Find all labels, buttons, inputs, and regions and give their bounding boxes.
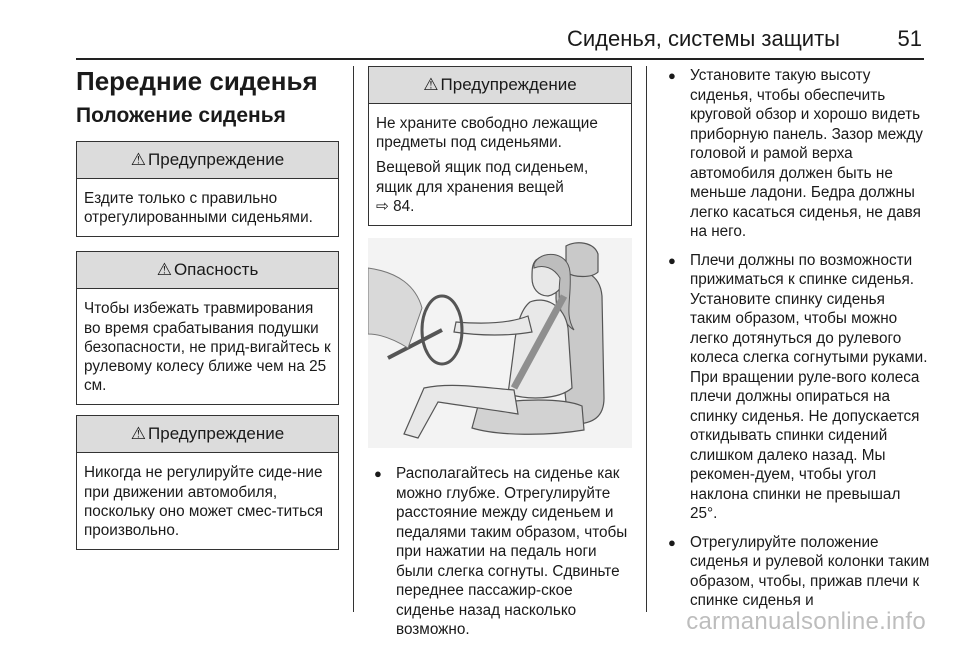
list-item-text: Установите такую высоту сиденья, чтобы обеспечить круговой обзор и хорошо видеть приборную панель. Зазор между головой и рамой верха автомобиля должен быть не меньше ладони. Бедра должны легко касаться сиденья, не давя на него. bbox=[690, 67, 923, 240]
warning-box-title-text: Предупреждение bbox=[440, 75, 577, 94]
bullet-icon: ● bbox=[668, 252, 676, 268]
list-item bbox=[662, 66, 930, 242]
warning-triangle-icon: ⚠ bbox=[156, 260, 172, 280]
warning-text: Никогда не регулируйте сиде-ние при движении автомобиля, поскольку оно может смес-титься произвольно. bbox=[84, 464, 324, 540]
page-number: 51 bbox=[897, 26, 922, 51]
seat-position-illustration-svg bbox=[368, 238, 632, 448]
running-header-title: Сиденья, системы защиты bbox=[566, 26, 840, 51]
ref-label: Вещевой ящик под сиденьем, ящик для хранения вещей bbox=[376, 159, 589, 196]
danger-box-body bbox=[77, 289, 338, 404]
warning-box-title bbox=[369, 67, 631, 104]
section-title: Передние сиденья bbox=[76, 66, 318, 96]
list-item-text: Отрегулируйте положение сиденья и рулевой колонки таким образом, чтобы, прижав плечи к спинке сиденья и bbox=[690, 533, 930, 609]
watermark-text: carmanualsonline.info bbox=[686, 608, 926, 635]
bullet-icon: ● bbox=[668, 68, 676, 83]
page-header bbox=[0, 0, 960, 60]
warning-box-body bbox=[369, 104, 631, 225]
warning-box-title bbox=[77, 416, 338, 453]
warning-triangle-icon: ⚠ bbox=[130, 150, 147, 169]
list-item-text: Плечи должны по возможности прижиматься к спинке сиденья. Установите спинку сиденья таким образом, чтобы можно легко дотянуться до рулевого колеса слегка согнутыми руками. При вращении руле-вого колеса плечи должны опираться на спинку сиденья. Не допускается откидывать спинки сидений слишком далеко назад. Мы рекомен-дуем, чтобы угол наклона спинки не превышал 25°. bbox=[690, 251, 928, 522]
warning-text-ref bbox=[376, 158, 625, 216]
warning-box-2 bbox=[76, 415, 339, 550]
warning-text: Ездите только с правильно отрегулированными сиденьями. bbox=[84, 190, 313, 227]
warning-box-title-text: Предупреждение bbox=[148, 150, 285, 169]
header-rule bbox=[76, 58, 924, 60]
column-2 bbox=[368, 66, 632, 649]
bullet-list-col3 bbox=[662, 66, 930, 611]
danger-box bbox=[76, 251, 339, 405]
subsection-title: Положение сиденья bbox=[76, 104, 286, 127]
warning-triangle-icon: ⚠ bbox=[423, 75, 439, 94]
warning-box-body bbox=[77, 179, 338, 236]
list-item bbox=[368, 464, 632, 640]
list-item bbox=[662, 251, 930, 524]
list-item bbox=[662, 533, 930, 611]
headrest-shape bbox=[566, 243, 598, 277]
bullet-list-col2 bbox=[368, 464, 632, 640]
danger-text: Чтобы избежать травмирования во время срабатывания подушки безопасности, не прид-вигайтесь к рулевому колесу ближе чем на 25 см. bbox=[84, 300, 331, 395]
danger-box-title-text: Опасность bbox=[173, 260, 259, 280]
warning-box-title bbox=[77, 142, 338, 179]
warning-text: Не храните свободно лежащие предметы под сиденьями. bbox=[376, 115, 598, 152]
column-1 bbox=[76, 66, 339, 550]
list-item-text: Располагайтесь на сиденье как можно глубже. Отрегулируйте расстояние между сиденьем и педалями таким образом, чтобы при нажатии на педаль ноги были слегка согнуты. Сдвиньте переднее пассажир-ское сиденье назад насколько возможно. bbox=[396, 465, 628, 639]
warning-box-title-text: Предупреждение bbox=[148, 424, 285, 444]
warning-box-body bbox=[77, 453, 338, 549]
column-divider-1 bbox=[353, 66, 354, 612]
column-3 bbox=[662, 66, 930, 620]
seat-position-illustration bbox=[368, 238, 632, 448]
bullet-icon: ● bbox=[374, 466, 382, 482]
ref-arrow-icon: ⇨ bbox=[376, 197, 389, 215]
danger-box-title bbox=[77, 252, 338, 289]
warning-box-3 bbox=[368, 66, 632, 226]
warning-box-1 bbox=[76, 141, 339, 237]
bullet-icon: ● bbox=[668, 534, 676, 550]
column-divider-2 bbox=[646, 66, 647, 612]
warning-triangle-icon: ⚠ bbox=[130, 424, 147, 444]
page-reference-link[interactable]: 84. bbox=[393, 197, 415, 215]
